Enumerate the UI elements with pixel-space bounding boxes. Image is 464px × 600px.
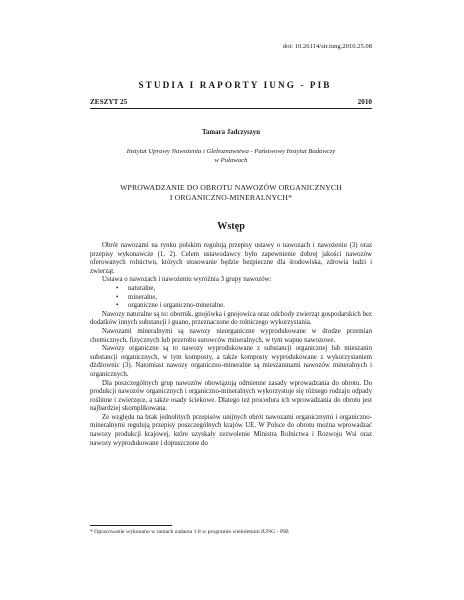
paragraph: Nawozy naturalne są to: obornik, gnojówka i gnojowica oraz odchody zwierząt gospodarskich bez dodatków innych substancji i guano, przeznaczone do rolniczego wykorzystania. bbox=[90, 310, 372, 327]
section-heading: Wstęp bbox=[217, 221, 245, 232]
affiliation bbox=[110, 148, 352, 165]
bullet-icon: • bbox=[116, 302, 119, 310]
affiliation-line: w Puławach bbox=[214, 156, 248, 164]
paragraph: Dla poszczególnych grup nawozów obowiązują odmienne zasady wprowadzania do obrotu. Do produkcji nawozów organicznych i organiczno-mineralnych wykorzystuje się różnego rodzaju odpady roślinne i zwierzęce, a także osady ściekowe. Dlatego też procedura ich wprowadzania do obrotu jest najbardziej skomplikowana. bbox=[90, 379, 372, 413]
footnote-rule bbox=[90, 525, 172, 526]
journal-title: STUDIA I RAPORTY IUNG - PIB bbox=[138, 80, 332, 90]
issue-year: 2010 bbox=[357, 98, 372, 106]
header-rule bbox=[90, 108, 372, 109]
paragraph: Ustawa o nawozach i nawożeniu wyróżnia 3 grupy nawozów: bbox=[102, 276, 272, 284]
fertilizer-group-list bbox=[90, 285, 372, 311]
doi-text: doi: 10.26114/sir.iung.2010.25.08 bbox=[282, 43, 372, 50]
list-item bbox=[116, 284, 372, 294]
paragraph: Nawozami mineralnymi są nawozy nieorganiczne wyprodukowane w drodze przemian chemicznych, fizycznych lub przerobu surowców mineralnych, w tym wapno nawozowe. bbox=[90, 327, 372, 344]
title-line: WPROWADZANIE DO OBROTU NAWOZÓW ORGANICZNYCH bbox=[120, 183, 342, 192]
bullet-icon: • bbox=[116, 293, 119, 301]
bullet-icon: • bbox=[116, 284, 119, 292]
list-item bbox=[116, 302, 372, 311]
paragraph: Ze względu na brak jednolitych przepisów unijnych obrót nawozami organicznymi i organiczno-mineralnymi regulują przepisy poszczególnych krajów UE. W Polsce do obrotu można wprowadzać nawozy produkcji krajowej, które uzyskały zezwolenie Ministra Rolnictwa i Rozwoju Wsi oraz nawozy wyprodukowane i dopuszczone do bbox=[90, 413, 372, 447]
affiliation-line: Instytut Uprawy Nawożenia i Gleboznawstwa - Państwowy Instytut Badawczy bbox=[126, 148, 336, 155]
footnote: * Opracowanie wykonano w ramach zadania 1.8 w programie wieloletnim IUNG - PIB bbox=[90, 529, 289, 535]
issue-number: ZESZYT 25 bbox=[90, 98, 128, 106]
list-item-text: mineralne, bbox=[128, 293, 158, 301]
list-item-text: naturalne, bbox=[128, 284, 156, 292]
paragraph: Nawozy organiczne są to nawozy wyprodukowane z substancji organicznej lub mieszanin substancji organicznych, w tym komposty, a także komposty wyprodukowane z wykorzystaniem dżdżownic (3). Natomiast nawozy organiczno-mineralne są mieszaninami nawozów mineralnych i organicznych. bbox=[90, 345, 372, 378]
title-line: I ORGANICZNO-MINERALNYCH* bbox=[169, 193, 293, 203]
paragraph: Obrót nawozami na rynku polskim regulują przepisy ustawy o nawozach i nawożeniu (3) oraz przepisy wykonawcze (1, 2). Celem ustawodawcy było zapewnienie dobrej jakości nawozów oferowanych rolnictwu, których stosowanie będzie bezpieczne dla środowiska, zdrowia ludzi i zwierząt. bbox=[90, 242, 372, 275]
paper-title bbox=[100, 183, 362, 204]
author-name: Tamara Jadczyszyn bbox=[201, 129, 261, 136]
list-item-text: organiczne i organiczno-mineralne. bbox=[128, 302, 225, 310]
list-item bbox=[116, 293, 372, 303]
body-text bbox=[90, 242, 372, 448]
